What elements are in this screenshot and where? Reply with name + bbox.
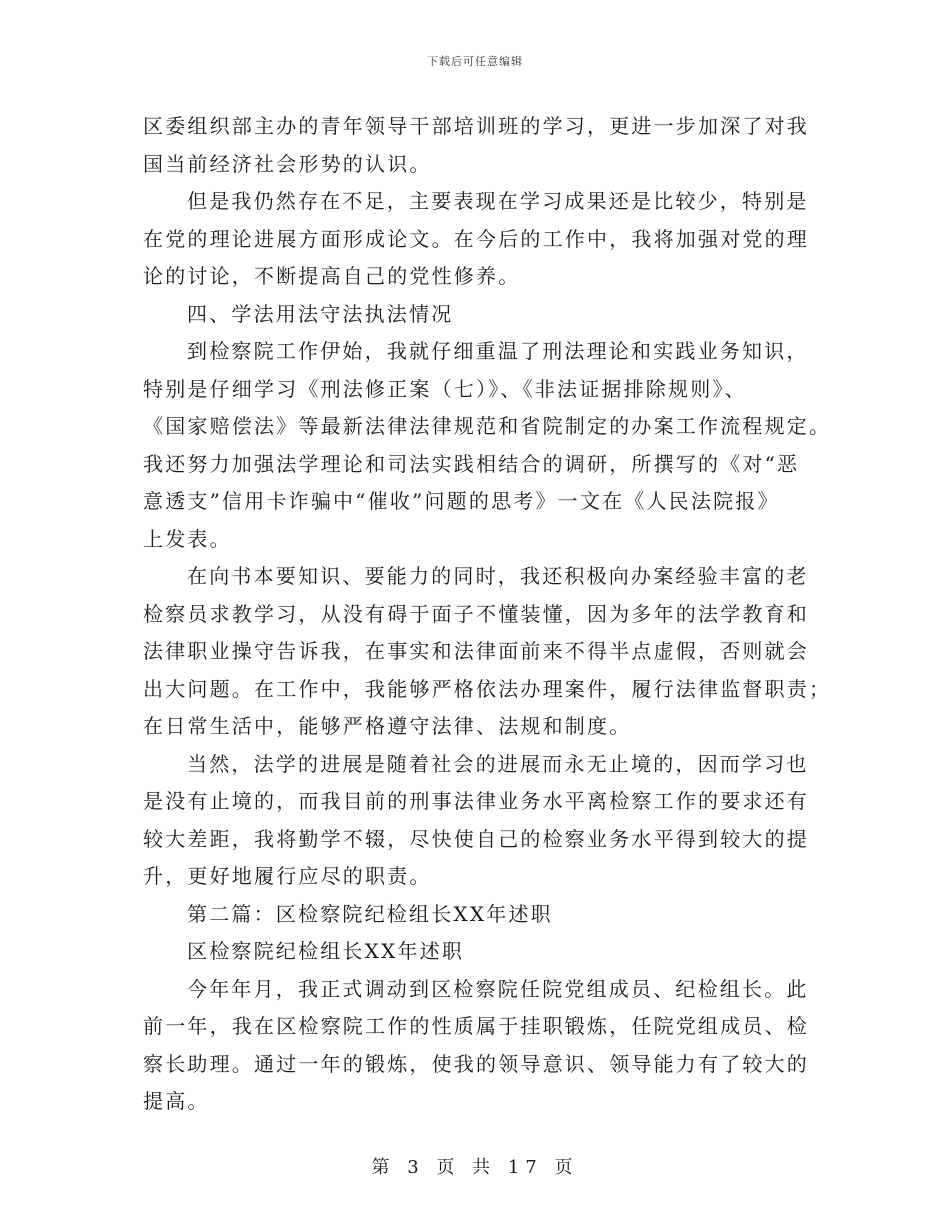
text-line: 在党的理论进展方面形成论文。在今后的工作中，我将加强对党的理 xyxy=(143,226,809,251)
text-line: 《国家赔偿法》等最新法律法律规范和省院制定的办案工作流程规定。 xyxy=(143,414,832,438)
text-line: 察长助理。通过一年的锻炼，使我的领导意识、领导能力有了较大的 xyxy=(143,1051,809,1076)
document-body xyxy=(143,108,832,1121)
text-line: 但是我仍然存在不足，主要表现在学习成果还是比较少，特别是 xyxy=(187,189,809,213)
text-line: 四、学法用法守法执法情况 xyxy=(187,301,454,326)
text-line: 上发表。 xyxy=(143,526,232,551)
section-heading xyxy=(143,296,809,334)
text-line: 升，更好地履行应尽的职责。 xyxy=(143,864,432,888)
text-line: 当然，法学的进展是随着社会的进展而永无止境的，因而学习也 xyxy=(187,751,809,776)
text-line: 检察员求教学习，从没有碍于面子不懂装懂，因为多年的法学教育和 xyxy=(143,601,809,626)
text-line: 论的讨论，不断提高自己的党性修养。 xyxy=(143,264,521,288)
paragraph xyxy=(143,971,809,1121)
paragraph xyxy=(143,333,832,558)
paragraph xyxy=(143,558,832,746)
text-line: 到检察院工作伊始，我就仔细重温了刑法理论和实践业务知识， xyxy=(187,339,809,363)
text-line: 特别是仔细学习《刑法修正案（七）》、《非法证据排除规则》、 xyxy=(143,376,747,401)
text-line: 较大差距，我将勤学不辍，尽快使自己的检察业务水平得到较大的提 xyxy=(143,826,809,851)
header-note: 下载后可任意编辑 xyxy=(427,55,523,68)
text-line: 今年年月，我正式调动到区检察院任院党组成员、纪检组长。此 xyxy=(187,976,809,1001)
text-line: 区委组织部主办的青年领导干部培训班的学习，更进一步加深了对我 xyxy=(143,114,809,138)
text-line: 在日常生活中，能够严格遵守法律、法规和制度。 xyxy=(143,714,632,738)
text-line: 意透支”信用卡诈骗中“催收”问题的思考》一文在《人民法院报》 xyxy=(143,489,780,513)
part-heading xyxy=(143,896,809,934)
paragraph xyxy=(143,746,809,896)
page-number: 第 3 页 共 17 页 xyxy=(371,1157,579,1178)
text-line: 区检察院纪检组长XX年述职 xyxy=(187,939,465,963)
text-line: 出大问题。在工作中，我能够严格依法办理案件，履行法律监督职责； xyxy=(143,676,832,701)
text-line: 提高。 xyxy=(143,1089,210,1113)
paragraph xyxy=(143,183,809,296)
part-title xyxy=(143,933,809,971)
text-line: 前一年，我在区检察院工作的性质属于挂职锻炼，任院党组成员、检 xyxy=(143,1014,809,1038)
paragraph xyxy=(143,108,809,183)
text-line: 第二篇：区检察院纪检组长XX年述职 xyxy=(187,901,553,926)
text-line: 法律职业操守告诉我，在事实和法律面前来不得半点虚假，否则就会 xyxy=(143,639,809,663)
text-line: 是没有止境的，而我目前的刑事法律业务水平离检察工作的要求还有 xyxy=(143,789,809,813)
text-line: 我还努力加强法学理论和司法实践相结合的调研，所撰写的《对“恶 xyxy=(143,451,800,476)
text-line: 在向书本要知识、要能力的同时，我还积极向办案经验丰富的老 xyxy=(187,564,809,588)
text-line: 国当前经济社会形势的认识。 xyxy=(143,151,432,176)
